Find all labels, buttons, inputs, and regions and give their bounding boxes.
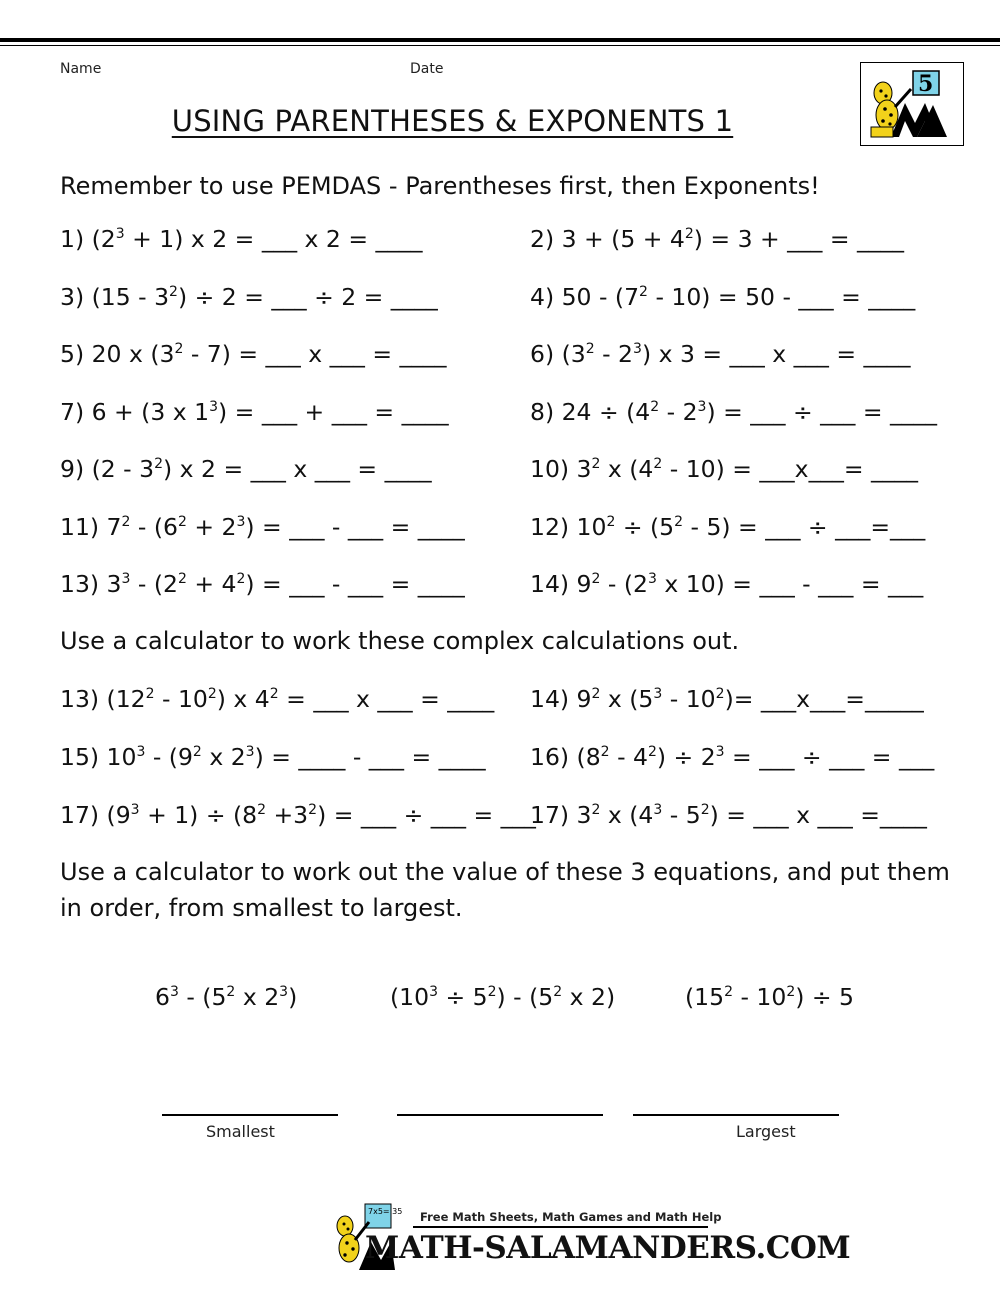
largest-label: Largest: [736, 1122, 796, 1141]
footer-site-name: MATH-SALAMANDERS.COM: [365, 1230, 851, 1266]
problem-14: 14) $9^2 - (2^3$ x 10) = ___ - ___ = ___: [530, 570, 924, 598]
calculator-problem-4: 16) $(8^2 - 4^2) \div 2^3$ = ___ ÷ ___ = ___: [530, 743, 935, 771]
problem-13: 13) $3^3 - (2^2 + 4^2)$ = ___ - ___ = ____: [60, 570, 465, 598]
calculator-problem-3: 15) $10^3 - (9^2$ x $2^3$) = ____ - ___ = ____: [60, 743, 486, 771]
calculator-problem-5: 17) $(9^3 + 1) \div (8^2 +3^2)$ = ___ ÷ ___ = ___: [60, 801, 536, 829]
problem-8: 8) $24 \div (4^2 - 2^3)$ = ___ ÷ ___ = ____: [530, 397, 938, 426]
problem-9: 9) $(2 - 3^2)$ x 2 = ___ x ___ = ____: [60, 455, 432, 483]
page-title: USING PARENTHESES & EXPONENTS 1: [171, 104, 734, 138]
order-equation-2: $(10^3 \div 5^2) - (5^2$ x 2): [390, 983, 616, 1011]
problem-2: 2) $3 + (5 + 4^2) = 3$ + ___ = ____: [530, 225, 905, 253]
problem-11: 11) $7^2 - (6^2 + 2^3)$ = ___ - ___ = ____: [60, 512, 465, 541]
top-rule-thin: [0, 45, 1000, 46]
problem-7: 7) 6 + (3 x $1^3$) = ___ + ___ = ____: [60, 397, 449, 426]
footer-tagline: Free Math Sheets, Math Games and Math Help: [420, 1210, 722, 1224]
name-label: Name: [60, 61, 102, 77]
ordering-instruction-line1: Use a calculator to work out the value of these 3 equations, and put them: [60, 858, 950, 886]
calculator-problem-6: 17) $3^2$ x $(4^3 - 5^2)$ = ___ x ___ =____: [530, 801, 927, 829]
footer-rule: [413, 1226, 708, 1228]
answer-blank-3[interactable]: [633, 1114, 839, 1116]
answer-blank-1[interactable]: [162, 1114, 338, 1116]
answer-blank-2[interactable]: [397, 1114, 603, 1116]
pemdas-instruction: Remember to use PEMDAS - Parentheses first, then Exponents!: [60, 172, 820, 200]
footer-logo[interactable]: [325, 1200, 851, 1272]
calculator-problem-2: 14) $9^2$ x $(5^3 - 10^2)=$ ___x___=_____: [530, 685, 924, 713]
ordering-instruction-line2: in order, from smallest to largest.: [60, 894, 463, 922]
problem-4: 4) $50 - (7^2 - 10) = 50$ - ___ = ____: [530, 282, 916, 311]
problem-1: 1) $(2^3 + 1)$ x 2 = ___ x 2 = ____: [60, 225, 423, 253]
top-rule: [0, 38, 1000, 42]
svg-text:7x5= 35: 7x5= 35: [368, 1207, 403, 1216]
problem-5: 5) 20 x $(3^2 - 7)$ = ___ x ___ = ____: [60, 340, 447, 368]
date-label: Date: [410, 61, 444, 77]
problem-3: 3) $(15 - 3^2) \div 2$ = ___ ÷ 2 = ____: [60, 282, 438, 311]
smallest-label: Smallest: [206, 1122, 275, 1141]
grade-badge: 5: [918, 71, 934, 97]
order-equation-3: $(15^2 - 10^2) \div 5$: [685, 983, 854, 1011]
order-equation-1: $6^3 - (5^2$ x $2^3$): [155, 983, 298, 1011]
problem-6: 6) $(3^2 - 2^3)$ x 3 = ___ x ___ = ____: [530, 340, 911, 368]
calculator-instruction: Use a calculator to work these complex calculations out.: [60, 627, 740, 655]
problem-10: 10) $3^2$ x $(4^2 - 10)$ = ___x___= ____: [530, 455, 919, 483]
calculator-problem-1: 13) $(12^2 - 10^2)$ x $4^2$ = ___ x ___ = ____: [60, 685, 495, 713]
problem-12: 12) $10^2 \div (5^2 - 5)$ = ___ ÷ ___=___: [530, 512, 926, 541]
